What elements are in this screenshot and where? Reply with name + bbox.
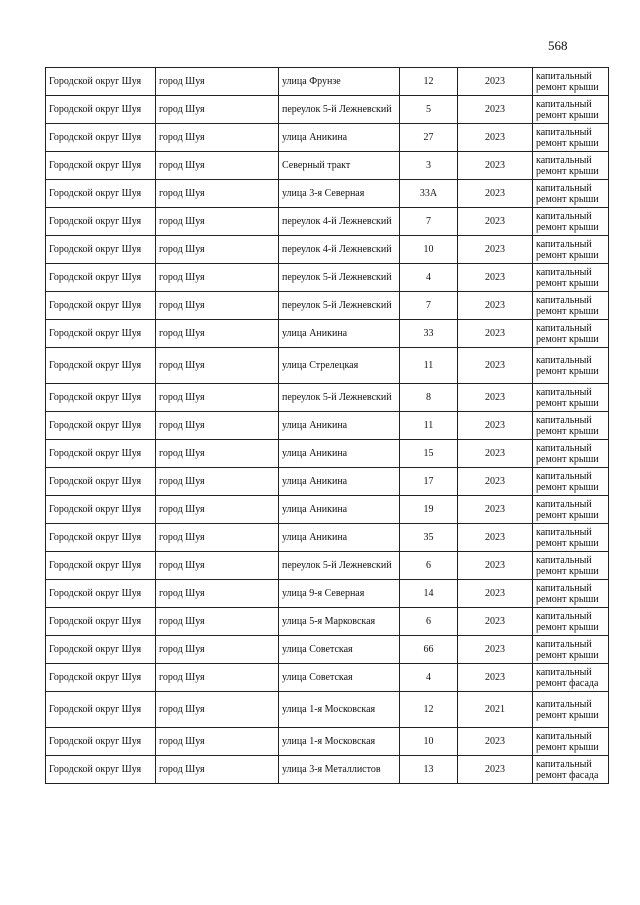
district-cell: Городской округ Шуя — [46, 384, 156, 412]
house-number-cell: 12 — [400, 692, 458, 728]
district-cell: Городской округ Шуя — [46, 292, 156, 320]
city-cell: город Шуя — [156, 348, 279, 384]
street-cell: переулок 5-й Лежневский — [279, 552, 400, 580]
street-cell: улица Стрелецкая — [279, 348, 400, 384]
city-cell: город Шуя — [156, 180, 279, 208]
street-cell: улица 3-я Северная — [279, 180, 400, 208]
street-cell: улица 5-я Марковская — [279, 608, 400, 636]
table-row — [46, 608, 609, 636]
table-row — [46, 236, 609, 264]
year-cell: 2023 — [458, 440, 533, 468]
street-cell: переулок 5-й Лежневский — [279, 292, 400, 320]
year-cell: 2023 — [458, 96, 533, 124]
city-cell: город Шуя — [156, 636, 279, 664]
table-body — [46, 68, 609, 784]
year-cell: 2023 — [458, 320, 533, 348]
table-row — [46, 96, 609, 124]
district-cell: Городской округ Шуя — [46, 96, 156, 124]
house-number-cell: 19 — [400, 496, 458, 524]
work-type-cell: капитальный ремонт крыши — [533, 636, 609, 664]
district-cell: Городской округ Шуя — [46, 608, 156, 636]
work-type-cell: капитальный ремонт крыши — [533, 608, 609, 636]
table-row — [46, 440, 609, 468]
house-number-cell: 7 — [400, 292, 458, 320]
house-number-cell: 27 — [400, 124, 458, 152]
city-cell: город Шуя — [156, 236, 279, 264]
district-cell: Городской округ Шуя — [46, 636, 156, 664]
table-row — [46, 580, 609, 608]
city-cell: город Шуя — [156, 68, 279, 96]
work-type-cell: капитальный ремонт крыши — [533, 96, 609, 124]
year-cell: 2021 — [458, 692, 533, 728]
work-type-cell: капитальный ремонт крыши — [533, 152, 609, 180]
work-type-cell: капитальный ремонт фасада — [533, 664, 609, 692]
city-cell: город Шуя — [156, 208, 279, 236]
year-cell: 2023 — [458, 208, 533, 236]
city-cell: город Шуя — [156, 692, 279, 728]
city-cell: город Шуя — [156, 496, 279, 524]
year-cell: 2023 — [458, 384, 533, 412]
year-cell: 2023 — [458, 580, 533, 608]
city-cell: город Шуя — [156, 552, 279, 580]
city-cell: город Шуя — [156, 664, 279, 692]
district-cell: Городской округ Шуя — [46, 552, 156, 580]
district-cell: Городской округ Шуя — [46, 236, 156, 264]
district-cell: Городской округ Шуя — [46, 264, 156, 292]
year-cell: 2023 — [458, 292, 533, 320]
district-cell: Городской округ Шуя — [46, 320, 156, 348]
city-cell: город Шуя — [156, 320, 279, 348]
year-cell: 2023 — [458, 552, 533, 580]
street-cell: переулок 5-й Лежневский — [279, 96, 400, 124]
street-cell: улица Советская — [279, 664, 400, 692]
street-cell: улица Аникина — [279, 412, 400, 440]
year-cell: 2023 — [458, 236, 533, 264]
page-number: 568 — [548, 38, 568, 53]
street-cell: улица Аникина — [279, 440, 400, 468]
district-cell: Городской округ Шуя — [46, 348, 156, 384]
district-cell: Городской округ Шуя — [46, 208, 156, 236]
house-number-cell: 12 — [400, 68, 458, 96]
street-cell: улица 1-я Московская — [279, 728, 400, 756]
work-type-cell: капитальный ремонт крыши — [533, 440, 609, 468]
street-cell: переулок 5-й Лежневский — [279, 384, 400, 412]
table-row — [46, 292, 609, 320]
work-type-cell: капитальный ремонт крыши — [533, 348, 609, 384]
year-cell: 2023 — [458, 180, 533, 208]
street-cell: переулок 4-й Лежневский — [279, 208, 400, 236]
street-cell: улица Советская — [279, 636, 400, 664]
house-number-cell: 66 — [400, 636, 458, 664]
street-cell: улица Аникина — [279, 468, 400, 496]
table-row — [46, 756, 609, 784]
district-cell: Городской округ Шуя — [46, 692, 156, 728]
city-cell: город Шуя — [156, 292, 279, 320]
work-type-cell: капитальный ремонт крыши — [533, 68, 609, 96]
work-type-cell: капитальный ремонт крыши — [533, 320, 609, 348]
city-cell: город Шуя — [156, 124, 279, 152]
district-cell: Городской округ Шуя — [46, 468, 156, 496]
work-type-cell: капитальный ремонт фасада — [533, 756, 609, 784]
street-cell: улица Аникина — [279, 524, 400, 552]
district-cell: Городской округ Шуя — [46, 124, 156, 152]
house-number-cell: 6 — [400, 552, 458, 580]
year-cell: 2023 — [458, 756, 533, 784]
table-row — [46, 496, 609, 524]
city-cell: город Шуя — [156, 468, 279, 496]
street-cell: улица Аникина — [279, 124, 400, 152]
district-cell: Городской округ Шуя — [46, 412, 156, 440]
year-cell: 2023 — [458, 728, 533, 756]
work-type-cell: капитальный ремонт крыши — [533, 524, 609, 552]
year-cell: 2023 — [458, 468, 533, 496]
table-row — [46, 384, 609, 412]
table-row — [46, 692, 609, 728]
house-number-cell: 4 — [400, 664, 458, 692]
house-number-cell: 14 — [400, 580, 458, 608]
street-cell: улица Аникина — [279, 320, 400, 348]
city-cell: город Шуя — [156, 412, 279, 440]
house-number-cell: 11 — [400, 412, 458, 440]
district-cell: Городской округ Шуя — [46, 524, 156, 552]
street-cell: Северный тракт — [279, 152, 400, 180]
house-number-cell: 15 — [400, 440, 458, 468]
street-cell: улица 3-я Металлистов — [279, 756, 400, 784]
table-row — [46, 552, 609, 580]
work-type-cell: капитальный ремонт крыши — [533, 180, 609, 208]
table-row — [46, 152, 609, 180]
house-number-cell: 10 — [400, 728, 458, 756]
city-cell: город Шуя — [156, 264, 279, 292]
work-type-cell: капитальный ремонт крыши — [533, 692, 609, 728]
district-cell: Городской округ Шуя — [46, 580, 156, 608]
street-cell: улица 9-я Северная — [279, 580, 400, 608]
district-cell: Городской округ Шуя — [46, 68, 156, 96]
house-number-cell: 33 — [400, 320, 458, 348]
house-number-cell: 8 — [400, 384, 458, 412]
house-number-cell: 17 — [400, 468, 458, 496]
city-cell: город Шуя — [156, 756, 279, 784]
house-number-cell: 7 — [400, 208, 458, 236]
year-cell: 2023 — [458, 524, 533, 552]
work-type-cell: капитальный ремонт крыши — [533, 496, 609, 524]
year-cell: 2023 — [458, 348, 533, 384]
table-row — [46, 180, 609, 208]
work-type-cell: капитальный ремонт крыши — [533, 384, 609, 412]
city-cell: город Шуя — [156, 580, 279, 608]
house-number-cell: 35 — [400, 524, 458, 552]
house-number-cell: 6 — [400, 608, 458, 636]
city-cell: город Шуя — [156, 152, 279, 180]
repair-schedule-table — [45, 67, 609, 784]
work-type-cell: капитальный ремонт крыши — [533, 552, 609, 580]
work-type-cell: капитальный ремонт крыши — [533, 292, 609, 320]
house-number-cell: 4 — [400, 264, 458, 292]
table-row — [46, 348, 609, 384]
street-cell: улица 1-я Московская — [279, 692, 400, 728]
table-row — [46, 320, 609, 348]
city-cell: город Шуя — [156, 524, 279, 552]
work-type-cell: капитальный ремонт крыши — [533, 580, 609, 608]
district-cell: Городской округ Шуя — [46, 496, 156, 524]
house-number-cell: 13 — [400, 756, 458, 784]
table-row — [46, 124, 609, 152]
year-cell: 2023 — [458, 664, 533, 692]
work-type-cell: капитальный ремонт крыши — [533, 728, 609, 756]
year-cell: 2023 — [458, 496, 533, 524]
district-cell: Городской округ Шуя — [46, 664, 156, 692]
district-cell: Городской округ Шуя — [46, 440, 156, 468]
house-number-cell: 5 — [400, 96, 458, 124]
work-type-cell: капитальный ремонт крыши — [533, 124, 609, 152]
work-type-cell: капитальный ремонт крыши — [533, 264, 609, 292]
city-cell: город Шуя — [156, 728, 279, 756]
city-cell: город Шуя — [156, 608, 279, 636]
table-row — [46, 208, 609, 236]
table-row — [46, 468, 609, 496]
street-cell: улица Фрунзе — [279, 68, 400, 96]
work-type-cell: капитальный ремонт крыши — [533, 208, 609, 236]
table-row — [46, 524, 609, 552]
house-number-cell: 3 — [400, 152, 458, 180]
house-number-cell: 33А — [400, 180, 458, 208]
year-cell: 2023 — [458, 264, 533, 292]
city-cell: город Шуя — [156, 96, 279, 124]
district-cell: Городской округ Шуя — [46, 756, 156, 784]
house-number-cell: 11 — [400, 348, 458, 384]
table-row — [46, 264, 609, 292]
district-cell: Городской округ Шуя — [46, 728, 156, 756]
district-cell: Городской округ Шуя — [46, 180, 156, 208]
table-row — [46, 68, 609, 96]
work-type-cell: капитальный ремонт крыши — [533, 236, 609, 264]
table-row — [46, 412, 609, 440]
year-cell: 2023 — [458, 152, 533, 180]
year-cell: 2023 — [458, 636, 533, 664]
city-cell: город Шуя — [156, 440, 279, 468]
house-number-cell: 10 — [400, 236, 458, 264]
table-row — [46, 664, 609, 692]
street-cell: переулок 4-й Лежневский — [279, 236, 400, 264]
year-cell: 2023 — [458, 412, 533, 440]
district-cell: Городской округ Шуя — [46, 152, 156, 180]
table-row — [46, 636, 609, 664]
work-type-cell: капитальный ремонт крыши — [533, 468, 609, 496]
table-row — [46, 728, 609, 756]
year-cell: 2023 — [458, 68, 533, 96]
year-cell: 2023 — [458, 608, 533, 636]
street-cell: переулок 5-й Лежневский — [279, 264, 400, 292]
work-type-cell: капитальный ремонт крыши — [533, 412, 609, 440]
city-cell: город Шуя — [156, 384, 279, 412]
street-cell: улица Аникина — [279, 496, 400, 524]
year-cell: 2023 — [458, 124, 533, 152]
